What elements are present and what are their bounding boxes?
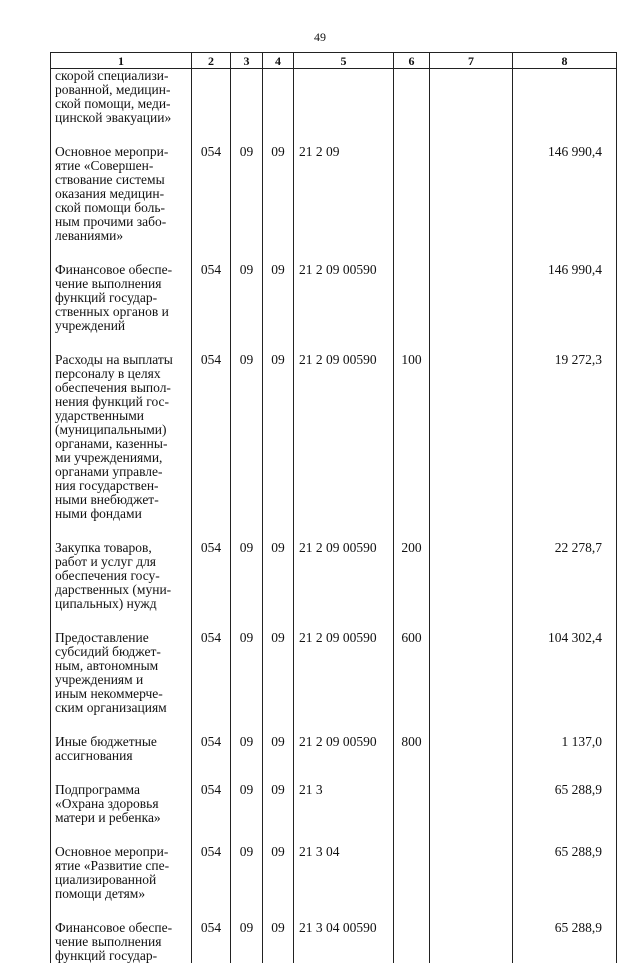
- table-row: [51, 353, 617, 521]
- cell-amount: 65 288,9: [513, 921, 617, 963]
- row-name: Подпрограмма «Охрана здоровья матери и ребенка»: [51, 783, 192, 825]
- table-row: [51, 921, 617, 963]
- cell-section: 09: [231, 353, 263, 521]
- cell-target-article: 21 2 09 00590: [294, 735, 394, 763]
- spacer-cell: [51, 521, 192, 541]
- cell-section: 09: [231, 541, 263, 611]
- cell-amount: 146 990,4: [513, 263, 617, 333]
- row-spacer: [51, 611, 617, 631]
- cell-admin-code: 054: [192, 145, 231, 243]
- cell-amount: 22 278,7: [513, 541, 617, 611]
- cell-subsection: 09: [263, 145, 294, 243]
- spacer-cell: [430, 333, 513, 353]
- cell-expense-type: [394, 783, 430, 825]
- spacer-cell: [263, 243, 294, 263]
- row-name: скорой специализи- рованной, медицин- ской помощи, меди- цинской эвакуации»: [51, 69, 192, 126]
- spacer-cell: [430, 243, 513, 263]
- spacer-cell: [394, 521, 430, 541]
- cell-subsection: 09: [263, 845, 294, 901]
- spacer-cell: [513, 243, 617, 263]
- cell-admin-code: 054: [192, 783, 231, 825]
- row-name: Финансовое обеспе- чение выполнения функций государ-: [51, 921, 192, 963]
- cell-admin-code: [192, 69, 231, 126]
- cell-target-article: 21 2 09 00590: [294, 263, 394, 333]
- spacer-cell: [51, 825, 192, 845]
- cell-subsection: 09: [263, 735, 294, 763]
- cell-target-article: 21 2 09 00590: [294, 353, 394, 521]
- cell-admin-code: 054: [192, 735, 231, 763]
- cell-admin-code: 054: [192, 631, 231, 715]
- cell-col7: [430, 783, 513, 825]
- cell-amount: 65 288,9: [513, 783, 617, 825]
- spacer-cell: [394, 125, 430, 145]
- cell-target-article: 21 2 09 00590: [294, 631, 394, 715]
- spacer-cell: [394, 825, 430, 845]
- spacer-cell: [513, 901, 617, 921]
- spacer-cell: [294, 825, 394, 845]
- column-header-1: 1: [51, 53, 192, 69]
- cell-amount: 1 137,0: [513, 735, 617, 763]
- spacer-cell: [294, 901, 394, 921]
- header-row: [51, 53, 617, 69]
- cell-expense-type: 600: [394, 631, 430, 715]
- cell-expense-type: [394, 145, 430, 243]
- spacer-cell: [263, 901, 294, 921]
- cell-section: 09: [231, 145, 263, 243]
- spacer-cell: [51, 125, 192, 145]
- spacer-cell: [513, 763, 617, 783]
- spacer-cell: [394, 763, 430, 783]
- cell-col7: [430, 263, 513, 333]
- cell-admin-code: 054: [192, 541, 231, 611]
- cell-subsection: 09: [263, 783, 294, 825]
- cell-target-article: [294, 69, 394, 126]
- cell-admin-code: 054: [192, 845, 231, 901]
- cell-target-article: 21 2 09 00590: [294, 541, 394, 611]
- spacer-cell: [430, 825, 513, 845]
- spacer-cell: [430, 901, 513, 921]
- spacer-cell: [263, 715, 294, 735]
- cell-amount: 19 272,3: [513, 353, 617, 521]
- spacer-cell: [263, 763, 294, 783]
- spacer-cell: [231, 611, 263, 631]
- row-spacer: [51, 243, 617, 263]
- spacer-cell: [394, 243, 430, 263]
- cell-target-article: 21 3 04 00590: [294, 921, 394, 963]
- spacer-cell: [394, 333, 430, 353]
- spacer-cell: [513, 125, 617, 145]
- table-body: [51, 69, 617, 963]
- cell-amount: 146 990,4: [513, 145, 617, 243]
- row-name: Закупка товаров, работ и услуг для обеспечения госу- дарственных (муни- ципальных) нужд: [51, 541, 192, 611]
- spacer-cell: [51, 243, 192, 263]
- spacer-cell: [192, 715, 231, 735]
- spacer-cell: [231, 243, 263, 263]
- cell-col7: [430, 921, 513, 963]
- cell-section: 09: [231, 263, 263, 333]
- cell-amount: 104 302,4: [513, 631, 617, 715]
- table-row: [51, 783, 617, 825]
- spacer-cell: [430, 125, 513, 145]
- column-header-8: 8: [513, 53, 617, 69]
- spacer-cell: [263, 125, 294, 145]
- spacer-cell: [192, 333, 231, 353]
- cell-expense-type: [394, 921, 430, 963]
- cell-subsection: 09: [263, 921, 294, 963]
- cell-col7: [430, 845, 513, 901]
- table-row: [51, 541, 617, 611]
- cell-admin-code: 054: [192, 353, 231, 521]
- row-name: Финансовое обеспе- чение выполнения функций государ- ственных органов и учреждений: [51, 263, 192, 333]
- spacer-cell: [294, 763, 394, 783]
- row-spacer: [51, 125, 617, 145]
- spacer-cell: [430, 521, 513, 541]
- spacer-cell: [294, 125, 394, 145]
- spacer-cell: [51, 715, 192, 735]
- cell-expense-type: [394, 845, 430, 901]
- spacer-cell: [192, 825, 231, 845]
- spacer-cell: [513, 715, 617, 735]
- spacer-cell: [294, 521, 394, 541]
- spacer-cell: [231, 333, 263, 353]
- table-row: [51, 145, 617, 243]
- column-header-4: 4: [263, 53, 294, 69]
- spacer-cell: [192, 763, 231, 783]
- cell-section: 09: [231, 921, 263, 963]
- table-row: [51, 631, 617, 715]
- spacer-cell: [294, 333, 394, 353]
- cell-section: 09: [231, 783, 263, 825]
- spacer-cell: [263, 333, 294, 353]
- spacer-cell: [51, 901, 192, 921]
- cell-expense-type: 100: [394, 353, 430, 521]
- spacer-cell: [192, 243, 231, 263]
- spacer-cell: [294, 243, 394, 263]
- row-spacer: [51, 825, 617, 845]
- cell-col7: [430, 145, 513, 243]
- spacer-cell: [394, 901, 430, 921]
- spacer-cell: [430, 715, 513, 735]
- cell-col7: [430, 541, 513, 611]
- table-row: [51, 69, 617, 126]
- cell-expense-type: 800: [394, 735, 430, 763]
- spacer-cell: [394, 715, 430, 735]
- spacer-cell: [263, 521, 294, 541]
- row-name: Основное меропри- ятие «Развитие спе- циализированной помощи детям»: [51, 845, 192, 901]
- row-name: Иные бюджетные ассигнования: [51, 735, 192, 763]
- cell-col7: [430, 631, 513, 715]
- spacer-cell: [192, 901, 231, 921]
- spacer-cell: [192, 125, 231, 145]
- column-header-3: 3: [231, 53, 263, 69]
- spacer-cell: [294, 715, 394, 735]
- cell-amount: [513, 69, 617, 126]
- column-header-6: 6: [394, 53, 430, 69]
- cell-section: 09: [231, 735, 263, 763]
- table-row: [51, 263, 617, 333]
- cell-target-article: 21 3 04: [294, 845, 394, 901]
- row-spacer: [51, 333, 617, 353]
- spacer-cell: [231, 901, 263, 921]
- cell-target-article: 21 3: [294, 783, 394, 825]
- column-header-5: 5: [294, 53, 394, 69]
- spacer-cell: [430, 611, 513, 631]
- spacer-cell: [294, 611, 394, 631]
- cell-expense-type: [394, 263, 430, 333]
- cell-col7: [430, 735, 513, 763]
- cell-subsection: [263, 69, 294, 126]
- row-spacer: [51, 715, 617, 735]
- row-spacer: [51, 763, 617, 783]
- spacer-cell: [231, 763, 263, 783]
- cell-subsection: 09: [263, 541, 294, 611]
- spacer-cell: [513, 521, 617, 541]
- spacer-cell: [192, 521, 231, 541]
- cell-subsection: 09: [263, 353, 294, 521]
- cell-col7: [430, 353, 513, 521]
- row-spacer: [51, 901, 617, 921]
- cell-admin-code: 054: [192, 921, 231, 963]
- row-name: Основное меропри- ятие «Совершен- ствование системы оказания медицин- ской помощи боль- ным прочими забо- леваниями»: [51, 145, 192, 243]
- spacer-cell: [51, 763, 192, 783]
- row-name: Предоставление субсидий бюджет- ным, автономным учреждениям и иным некоммерче- ским организациям: [51, 631, 192, 715]
- spacer-cell: [513, 611, 617, 631]
- table-row: [51, 735, 617, 763]
- spacer-cell: [513, 333, 617, 353]
- cell-section: 09: [231, 631, 263, 715]
- spacer-cell: [513, 825, 617, 845]
- spacer-cell: [263, 611, 294, 631]
- cell-amount: 65 288,9: [513, 845, 617, 901]
- cell-expense-type: 200: [394, 541, 430, 611]
- cell-subsection: 09: [263, 263, 294, 333]
- table-row: [51, 845, 617, 901]
- spacer-cell: [430, 763, 513, 783]
- spacer-cell: [51, 611, 192, 631]
- cell-section: 09: [231, 845, 263, 901]
- cell-target-article: 21 2 09: [294, 145, 394, 243]
- budget-table: [50, 52, 617, 963]
- row-spacer: [51, 521, 617, 541]
- spacer-cell: [231, 521, 263, 541]
- spacer-cell: [231, 825, 263, 845]
- spacer-cell: [263, 825, 294, 845]
- cell-section: [231, 69, 263, 126]
- cell-col7: [430, 69, 513, 126]
- spacer-cell: [231, 125, 263, 145]
- cell-admin-code: 054: [192, 263, 231, 333]
- spacer-cell: [51, 333, 192, 353]
- row-name: Расходы на выплаты персоналу в целях обеспечения выпол- нения функций гос- ударственными (муниципальными) органами, казенны- ми учреждениями, органами управле- ния государствен- ными внебюджет- ными фондами: [51, 353, 192, 521]
- spacer-cell: [192, 611, 231, 631]
- spacer-cell: [231, 715, 263, 735]
- cell-subsection: 09: [263, 631, 294, 715]
- cell-expense-type: [394, 69, 430, 126]
- column-header-7: 7: [430, 53, 513, 69]
- column-header-2: 2: [192, 53, 231, 69]
- spacer-cell: [394, 611, 430, 631]
- page-number: 49: [0, 30, 640, 45]
